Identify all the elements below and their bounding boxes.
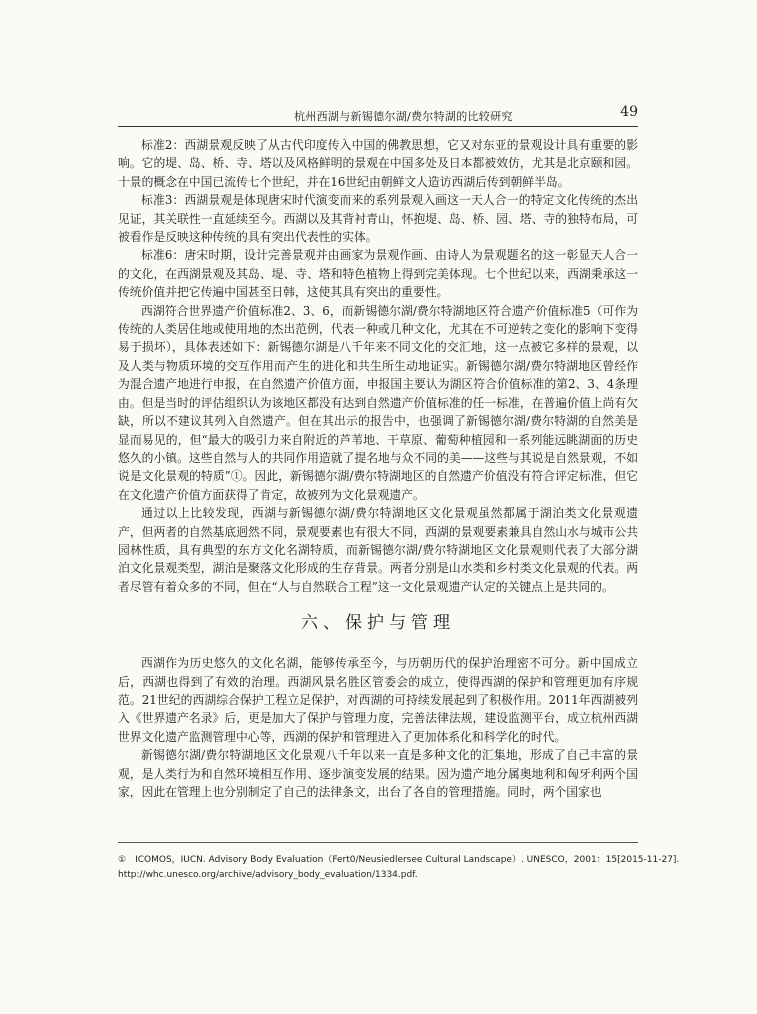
paragraph-comparison-summary: 通过以上比较发现，西湖与新锡德尔湖/费尔特湖地区文化景观虽然都属于湖泊类文化景观遗产，但两者的自然基底迥然不同，景观要素也有很大不同，西湖的景观要素兼具自然山水与城市公共园林性质，具有典型的东方文化名湖特质，而新锡德尔湖/费尔特湖地区文化景观则代表了大部分湖泊文化景观类型，湖泊是聚落文化形成的生存背景。两者分别是山水类和乡村类文化景观的代表。两者尽管有着众多的不同，但在“人与自然联合工程”这一文化景观遗产认定的关键点上是共同的。 xyxy=(118,506,638,594)
paragraph-west-lake-management: 西湖作为历史悠久的文化名湖，能够传承至今，与历朝历代的保护治理密不可分。新中国成立后，西湖也得到了有效的治理。西湖风景名胜区管委会的成立，使得西湖的保护和管理更加有序规范。21世纪的西湖综合保护工程立足保护，对西湖的可持续发展起到了积极作用。2011年西湖被列入《世界遗产名录》后，更是加大了保护与管理力度，完善法律法规，建设监测平台，成立杭州西湖世界文化遗产监测管理中心等，西湖的保护和管理进入了更加体系化和科学化的时代。 xyxy=(118,656,638,744)
section-heading: 六、保护与管理 xyxy=(301,613,455,634)
running-header-title: 杭州西湖与新锡德尔湖/费尔特湖的比较研究 xyxy=(294,110,513,123)
paragraph-criterion-3: 标准3：西湖景观是体现唐宋时代演变而来的系列景观入画这一天人合一的特定文化传统的杰出见证，其关联性一直延续至今。西湖以及其背衬青山，怀抱堤、岛、桥、园、塔、寺的独特布局，可被看作是反映这种传统的具有突出代表性的实体。 xyxy=(118,193,638,245)
paragraph-criterion-2: 标准2：西湖景观反映了从古代印度传入中国的佛教思想，它又对东亚的景观设计具有重要的影响。它的堤、岛、桥、寺、塔以及风格鲜明的景观在中国多处及日本都被效仿，尤其是北京颐和园。十景的概念在中国已流传七个世纪，并在16世纪由朝鲜文人造访西湖后传到朝鲜半岛。 xyxy=(118,138,638,189)
footnote-citation: ① ICOMOS，IUCN. Advisory Body Evaluation（Fert0/Neusiedlersee Cultural Landscape）. UNESCO，2001：15[2015-11-27]. xyxy=(118,855,680,865)
paragraph-neusiedlersee-management: 新锡德尔湖/费尔特湖地区文化景观八千年以来一直是多种文化的汇集地，形成了自己丰富的景观，是人类行为和自然环境相互作用、逐步演变发展的结果。因为遗产地分属奥地利和匈牙利两个国家，因此在管理上也分别制定了自己的法律条文，出台了各自的管理措施。同时，两个国家也 xyxy=(118,748,638,799)
page-number: 49 xyxy=(620,104,638,120)
paragraph-neusiedlersee-criteria: 西湖符合世界遗产价值标准2、3、6，而新锡德尔湖/费尔特湖地区符合遗产价值标准5（可作为传统的人类居住地或使用地的杰出范例，代表一种或几种文化，尤其在不可逆转之变化的影响下变得易于损坏），具体表述如下：新锡德尔湖是八千年来不同文化的交汇地，这一点被它多样的景观，以及人类与物质环境的交互作用而产生的进化和共生所生动地证实。新锡德尔湖/费尔特湖地区曾经作为混合遗产地进行申报，在自然遗产价值方面，申报国主要认为湖区符合价值标准的第2、3、4条理由。但是当时的评估组织认为该地区都没有达到自然遗产价值标准的任一标准，在普遍价值上尚有欠缺，所以不建议其列入自然遗产。但在其出示的报告中，也强调了新锡德尔湖/费尔特湖的自然美是显而易见的，但“最大的吸引力来自附近的芦苇地、干草原、葡萄种植园和一系列能远眺湖面的历史悠久的小镇。这些自然与人的共同作用造就了提名地与众不同的美——这些与其说是自然景观，不如说是文化景观的特质”①。因此，新锡德尔湖/费尔特湖地区的自然遗产价值没有符合评定标准，但它在文化遗产价值方面获得了肯定，故被列为文化景观遗产。 xyxy=(118,303,638,502)
paragraph-criterion-6: 标准6：唐宋时期，设计完善景观并由画家为景观作画、由诗人为景观题名的这一彰显天人合一的文化，在西湖景观及其岛、堤、寺、塔和特色植物上得到完美体现。七个世纪以来，西湖秉承这一传统价值并把它传遍中国甚至日韩，这使其具有突出的重要性。 xyxy=(118,248,638,300)
footnote-area xyxy=(118,842,680,883)
body-text xyxy=(118,136,638,801)
running-header xyxy=(118,104,638,127)
footnote-url: http://whc.unesco.org/archive/advisory_body_evaluation/1334.pdf. xyxy=(118,870,418,880)
